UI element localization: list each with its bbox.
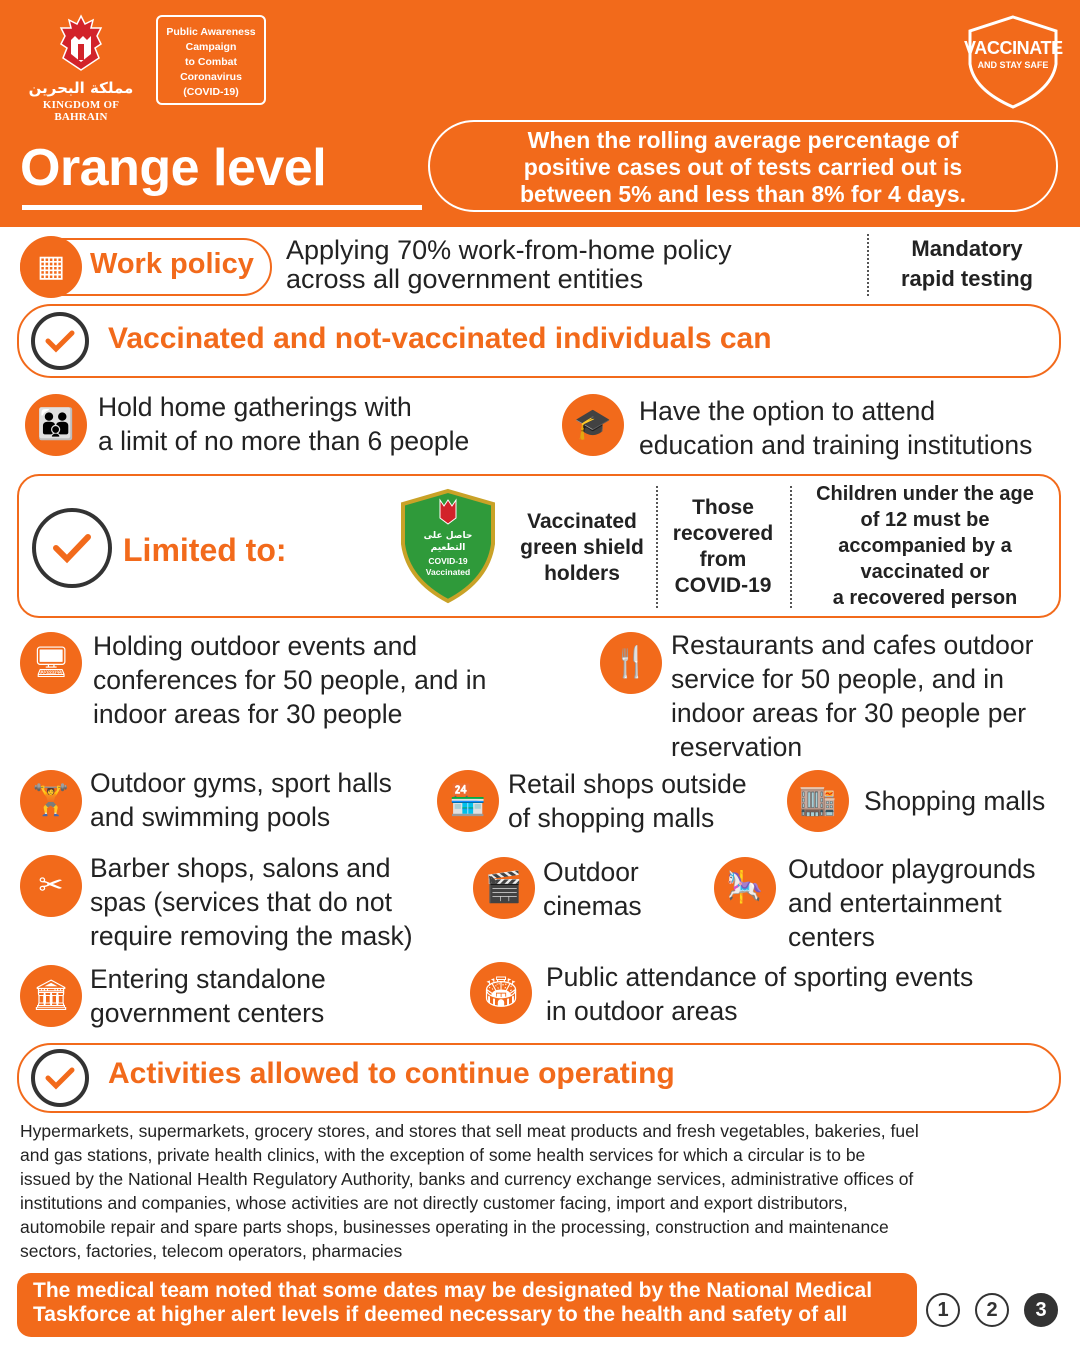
campaign-line: Coronavirus [180,71,242,83]
item-icon-circle [25,394,87,456]
green-shield-badge-icon [398,488,498,604]
medical-team-note [17,1273,917,1337]
note-line: The medical team noted that some dates may be designated by the National Medical [33,1279,873,1302]
group-line: recovered [672,522,774,545]
group-line: Vaccinated [527,510,637,533]
group-line: accompanied by a [838,535,1012,557]
bahrain-crest-icon [55,14,107,72]
item-line: Barber shops, salons and [90,853,391,883]
checkmark-icon [31,1049,89,1107]
outdoor-events-item [93,629,486,731]
rule-line: When the rolling average percentage of [527,127,959,153]
item-icon-circle [20,965,82,1027]
page-indicator-1[interactable]: 1 [926,1293,960,1327]
item-icon-circle [20,632,82,694]
campaign-badge [156,15,266,105]
svg-text:Vaccinated: Vaccinated [425,567,471,577]
shop-icon: 🏪 [449,783,487,818]
rapid-testing-note [878,234,1056,294]
item-line: and swimming pools [90,802,331,832]
group-line: holders [544,562,620,585]
restaurants-item [671,628,1033,764]
item-line: Retail shops outside [508,769,747,799]
note-line: Taskforce at higher alert levels if deemed necessary to the health and safety of all [33,1303,848,1326]
scissors-comb-icon: ✂ [38,868,64,903]
retail-shops-item [508,767,747,835]
divider [790,486,792,608]
paragraph-line: and gas stations, private health clinics, with the exception of some health services for which a circular is to be [20,1145,866,1165]
item-line: Outdoor gyms, sport halls [90,768,392,798]
item-icon-circle [714,857,776,919]
page-indicator-3-current[interactable]: 3 [1024,1293,1058,1327]
sporting-events-item [546,960,973,1028]
item-icon-circle [437,770,499,832]
item-line: government centers [90,998,325,1028]
item-line: and entertainment [788,888,1002,918]
item-line: cinemas [543,891,642,921]
group-line: a recovered person [832,587,1018,609]
kingdom-emblem [18,14,144,123]
campaign-line: (COVID-19) [183,86,239,98]
item-line: Hold home gatherings with [98,392,412,422]
group-line: from [699,548,747,571]
item-line: require removing the mask) [90,921,413,951]
item-line: centers [788,922,875,952]
all-individuals-heading: Vaccinated and not-vaccinated individuals can [108,322,772,355]
item-line: a limit of no more than 6 people [98,426,470,456]
paragraph-line: sectors, factories, telecom operators, pharmacies [20,1241,403,1261]
emblem-english-name: KINGDOM OF BAHRAIN [42,99,120,123]
page-indicator-2[interactable]: 2 [975,1293,1009,1327]
limited-group-green-shield [508,509,656,587]
government-desk-icon: 🏛 [31,978,71,1013]
item-line: spas (services that do not [90,887,392,917]
campaign-line: to Combat [185,56,237,68]
item-line: education and training institutions [639,430,1033,460]
vaccinate-shield-logo [964,14,1062,110]
office-building-icon: ▦ [36,249,66,284]
item-line: Shopping malls [864,786,1046,816]
checkmark-icon [32,508,112,588]
page-title: Orange level [20,139,327,197]
item-icon-circle [562,394,624,456]
item-line: service for 50 people, and in [671,664,1004,694]
work-policy-text [286,236,732,294]
paragraph-line: Hypermarkets, supermarkets, grocery stores, and stores that sell meat products and fresh vegetables, bakeries, fuel [20,1121,919,1141]
item-line: conferences for 50 people, and in [93,665,487,695]
item-line: in outdoor areas [546,996,738,1026]
clapperboard-icon: 🎬 [485,870,523,905]
group-line: green shield [520,536,644,559]
item-icon-circle [787,770,849,832]
rapid-testing-line: Mandatory [911,236,1023,261]
paragraph-line: institutions and companies, whose activities are not directly customer facing, import and export distributors, [20,1193,848,1213]
item-icon-circle [470,962,532,1024]
item-line: Entering standalone [90,964,326,994]
continue-operating-heading: Activities allowed to continue operating [108,1057,675,1090]
barber-shops-item [90,851,413,953]
campaign-line: Public Awareness [166,26,256,38]
item-line: Restaurants and cafes outdoor [671,630,1034,660]
svg-text:التطعيم: التطعيم [430,543,466,553]
mall-icon: 🏬 [799,783,837,818]
item-icon-circle [20,770,82,832]
title-underline [22,205,422,210]
work-policy-line: Applying 70% work-from-home policy [286,235,732,265]
graduation-cap-icon: 🎓 [574,407,612,442]
paragraph-line: issued by the National Health Regulatory Authority, banks and currency exchange services, administrative offices of [20,1169,914,1189]
group-line: of 12 must be [860,509,990,531]
work-policy-line: across all government entities [286,264,644,294]
home-gatherings-item [98,390,469,458]
work-policy-label: Work policy [90,248,254,280]
paragraph-line: automobile repair and spare parts shops, businesses operating in the processing, construction and maintenance [20,1217,889,1237]
shopping-malls-item [864,784,1045,818]
svg-text:COVID-19: COVID-19 [428,556,468,566]
item-line: Outdoor playgrounds [788,854,1036,884]
playgrounds-item [788,852,1036,954]
stadium-icon: 🏟 [481,975,521,1010]
continue-operating-paragraph [20,1119,919,1263]
item-line: Public attendance of sporting events [546,962,974,992]
item-line: reservation [671,732,803,762]
divider [867,234,869,296]
item-line: indoor areas for 30 people [93,699,403,729]
conference-icon: 🖥 [31,645,71,680]
education-item [639,394,1032,462]
group-line: COVID-19 [674,574,772,597]
divider [656,486,658,608]
item-line: Holding outdoor events and [93,631,418,661]
rule-line: positive cases out of tests carried out is [523,154,963,180]
limited-group-children [796,481,1054,611]
people-group-icon: 👪 [37,407,75,442]
group-line: vaccinated or [860,561,990,583]
vaccinate-title: VACCINATE [964,38,1063,58]
item-line: indoor areas for 30 people per [671,698,1027,728]
rapid-testing-line: rapid testing [900,266,1033,291]
item-line: Have the option to attend [639,396,936,426]
threshold-rule-box [428,120,1058,212]
group-line: Children under the age [816,483,1034,505]
item-icon-circle [20,855,82,917]
group-line: Those [692,496,754,519]
gyms-item [90,766,392,834]
rule-line: between 5% and less than 8% for 4 days. [519,181,967,207]
fork-knife-icon: 🍴 [612,645,650,680]
svg-text:حاصل على: حاصل على [423,531,473,541]
emblem-arabic-name: مملكة البحرين [28,79,134,97]
checkmark-icon [31,312,89,370]
item-icon-circle [600,632,662,694]
playground-icon: 🎠 [726,870,764,905]
gym-icon: 🏋 [32,783,70,818]
cinemas-item [543,855,642,923]
limited-to-heading: Limited to: [123,532,287,568]
item-line: of shopping malls [508,803,715,833]
government-centers-item [90,962,326,1030]
item-icon-circle [473,857,535,919]
vaccinate-subtitle: AND STAY SAFE [977,60,1049,70]
item-line: Outdoor [543,857,639,887]
limited-group-recovered [660,495,786,599]
work-policy-icon-circle [20,236,82,298]
campaign-line: Campaign [185,41,237,53]
